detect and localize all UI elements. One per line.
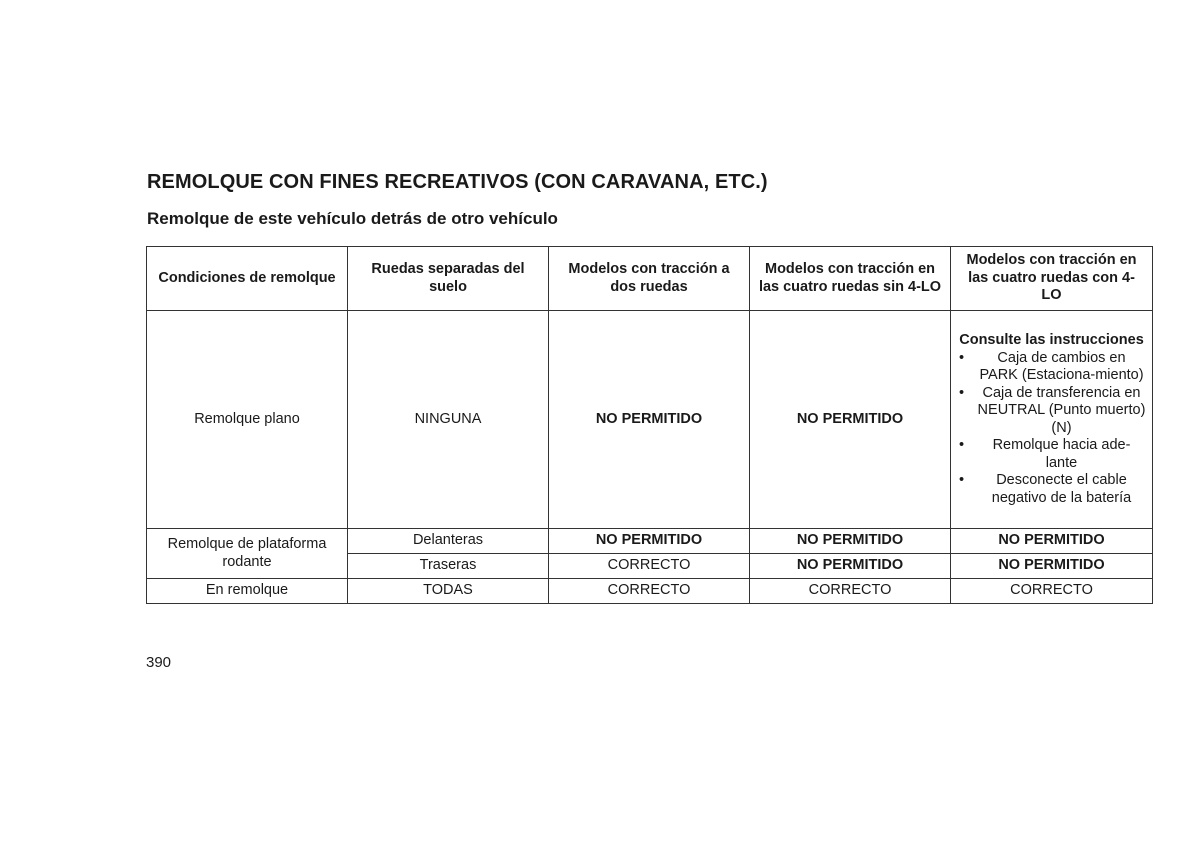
page-title: REMOLQUE CON FINES RECREATIVOS (CON CARAVANA, ETC.) bbox=[147, 171, 768, 193]
section-subtitle: Remolque de este vehículo detrás de otro vehículo bbox=[147, 209, 558, 228]
cell-four-wd-4lo: NO PERMITIDO bbox=[951, 554, 1153, 579]
cell-four-wd-no-4lo: NO PERMITIDO bbox=[750, 554, 951, 579]
bullet-icon: • bbox=[959, 437, 965, 453]
cell-four-wd-4lo: CORRECTO bbox=[951, 579, 1153, 604]
cell-wheels-off: Delanteras bbox=[348, 529, 549, 554]
header-wheels-off-ground: Ruedas separadas del suelo bbox=[348, 247, 549, 311]
header-four-wheel-drive-no-4lo: Modelos con tracción en las cuatro ruedas sin 4-LO bbox=[750, 247, 951, 311]
towing-table bbox=[146, 246, 1153, 604]
list-item bbox=[957, 350, 1146, 385]
cell-wheels-off: NINGUNA bbox=[348, 311, 549, 529]
header-two-wheel-drive: Modelos con tracción a dos ruedas bbox=[549, 247, 750, 311]
instructions-list bbox=[957, 350, 1146, 508]
cell-wheels-off: TODAS bbox=[348, 579, 549, 604]
header-four-wheel-drive-4lo: Modelos con tracción en las cuatro ruedas con 4-LO bbox=[951, 247, 1153, 311]
instructions-heading: Consulte las instrucciones bbox=[959, 332, 1144, 348]
cell-two-wd: CORRECTO bbox=[549, 554, 750, 579]
instruction-text: Caja de cambios en PARK (Estaciona-miento) bbox=[979, 349, 1144, 383]
cell-condition: Remolque de plataforma rodante bbox=[147, 529, 348, 579]
cell-four-wd-no-4lo: NO PERMITIDO bbox=[750, 529, 951, 554]
cell-two-wd: NO PERMITIDO bbox=[549, 311, 750, 529]
instruction-text: Desconecte el cable negativo de la batería bbox=[991, 472, 1132, 506]
instruction-text: Remolque hacia ade-lante bbox=[992, 437, 1131, 471]
instruction-text: Caja de transferencia en NEUTRAL (Punto muerto) (N) bbox=[977, 384, 1146, 436]
header-towing-condition: Condiciones de remolque bbox=[147, 247, 348, 311]
bullet-icon: • bbox=[959, 472, 965, 488]
list-item bbox=[957, 437, 1146, 472]
cell-four-wd-4lo-instructions bbox=[951, 311, 1153, 529]
table-row-flat-tow bbox=[147, 311, 1153, 529]
table-body bbox=[147, 311, 1153, 604]
cell-two-wd: NO PERMITIDO bbox=[549, 529, 750, 554]
cell-condition: En remolque bbox=[147, 579, 348, 604]
cell-wheels-off: Traseras bbox=[348, 554, 549, 579]
table-header bbox=[147, 247, 1153, 311]
list-item bbox=[957, 385, 1146, 438]
cell-four-wd-no-4lo: CORRECTO bbox=[750, 579, 951, 604]
page-number: 390 bbox=[146, 654, 172, 671]
cell-two-wd: CORRECTO bbox=[549, 579, 750, 604]
list-item bbox=[957, 472, 1146, 507]
cell-condition: Remolque plano bbox=[147, 311, 348, 529]
bullet-icon: • bbox=[959, 349, 965, 366]
cell-four-wd-no-4lo: NO PERMITIDO bbox=[750, 311, 951, 529]
cell-four-wd-4lo: NO PERMITIDO bbox=[951, 529, 1153, 554]
header-row bbox=[147, 247, 1153, 311]
table-row-dolly-front bbox=[147, 529, 1153, 554]
bullet-icon: • bbox=[959, 384, 965, 401]
table-row-on-trailer bbox=[147, 579, 1153, 604]
